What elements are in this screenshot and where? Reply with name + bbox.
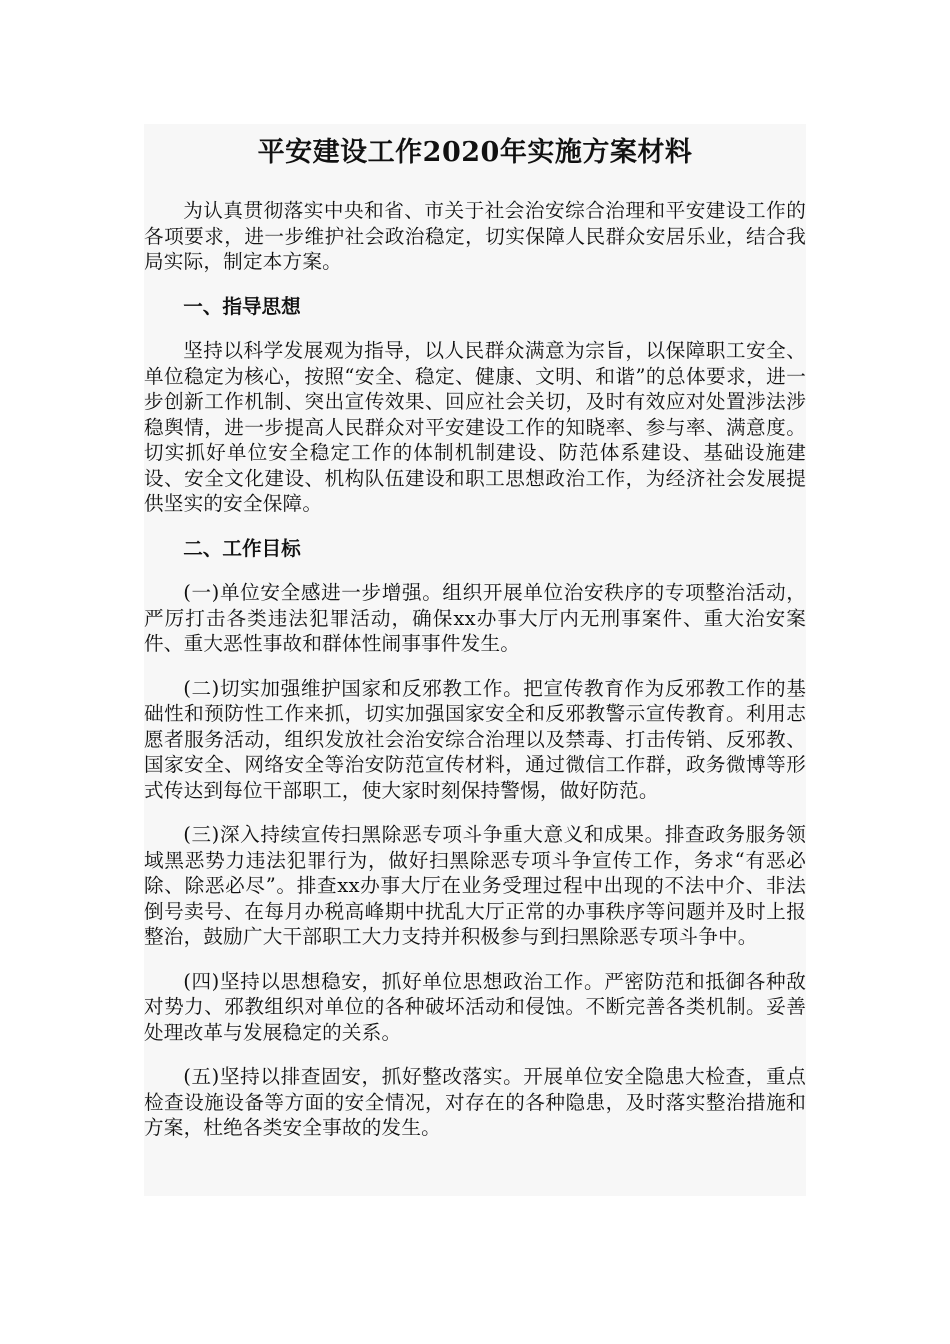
work-goal-paragraph-2: (二)切实加强维护国家和反邪教工作。把宣传教育作为反邪教工作的基础性和预防性工作来抓，切实加强国家安全和反邪教警示宣传教育。利用志愿者服务活动，组织发放社会治安综合治理以及禁毒、打击传销、反邪教、国家安全、网络安全等治安防范宣传材料，通过微信工作群，政务微博等形式传达到每位干部职工，使大家时刻保持警惕，做好防范。 <box>144 676 806 802</box>
guiding-ideology-paragraph: 坚持以科学发展观为指导，以人民群众满意为宗旨，以保障职工安全、单位稳定为核心，按照“安全、稳定、健康、文明、和谐”的总体要求，进一步创新工作机制、突出宣传效果、回应社会关切，及时有效应对处置涉法涉稳舆情，进一步提高人民群众对平安建设工作的知晓率、参与率、满意度。切实抓好单位安全稳定工作的体制机制建设、防范体系建设、基础设施建设、安全文化建设、机构队伍建设和职工思想政治工作，为经济社会发展提供坚实的安全保障。 <box>144 339 806 515</box>
document-page <box>144 124 806 1196</box>
work-goal-paragraph-5: (五)坚持以排查固安，抓好整改落实。开展单位安全隐患大检查，重点检查设施设备等方面的安全情况，对存在的各种隐患，及时落实整治措施和方案，杜绝各类安全事故的发生。 <box>144 1065 806 1139</box>
section-heading-work-goals: 二、工作目标 <box>183 536 301 560</box>
section-heading-guiding-ideology: 一、指导思想 <box>183 294 301 318</box>
document-title: 平安建设工作2020年实施方案材料 <box>257 137 693 168</box>
work-goal-paragraph-3: (三)深入持续宣传扫黑除恶专项斗争重大意义和成果。排查政务服务领域黑恶势力违法犯罪行为，做好扫黑除恶专项斗争宣传工作，务求“有恶必除、除恶必尽”。排查xx办事大厅在业务受理过程中出现的不法中介、非法倒号卖号、在每月办税高峰期中扰乱大厅正常的办事秩序等问题并及时上报整治，鼓励广大干部职工大力支持并积极参与到扫黑除恶专项斗争中。 <box>144 823 806 948</box>
work-goal-paragraph-1: (一)单位安全感进一步增强。组织开展单位治安秩序的专项整治活动，严厉打击各类违法犯罪活动，确保xx办事大厅内无刑事案件、重大治安案件、重大恶性事故和群体性闹事事件发生。 <box>144 581 806 655</box>
intro-paragraph: 为认真贯彻落实中央和省、市关于社会治安综合治理和平安建设工作的各项要求，进一步维护社会政治稳定，切实保障人民群众安居乐业，结合我局实际，制定本方案。 <box>144 199 806 273</box>
work-goal-paragraph-4: (四)坚持以思想稳安，抓好单位思想政治工作。严密防范和抵御各种敌对势力、邪教组织对单位的各种破坏活动和侵蚀。不断完善各类机制。妥善处理改革与发展稳定的关系。 <box>144 969 806 1044</box>
